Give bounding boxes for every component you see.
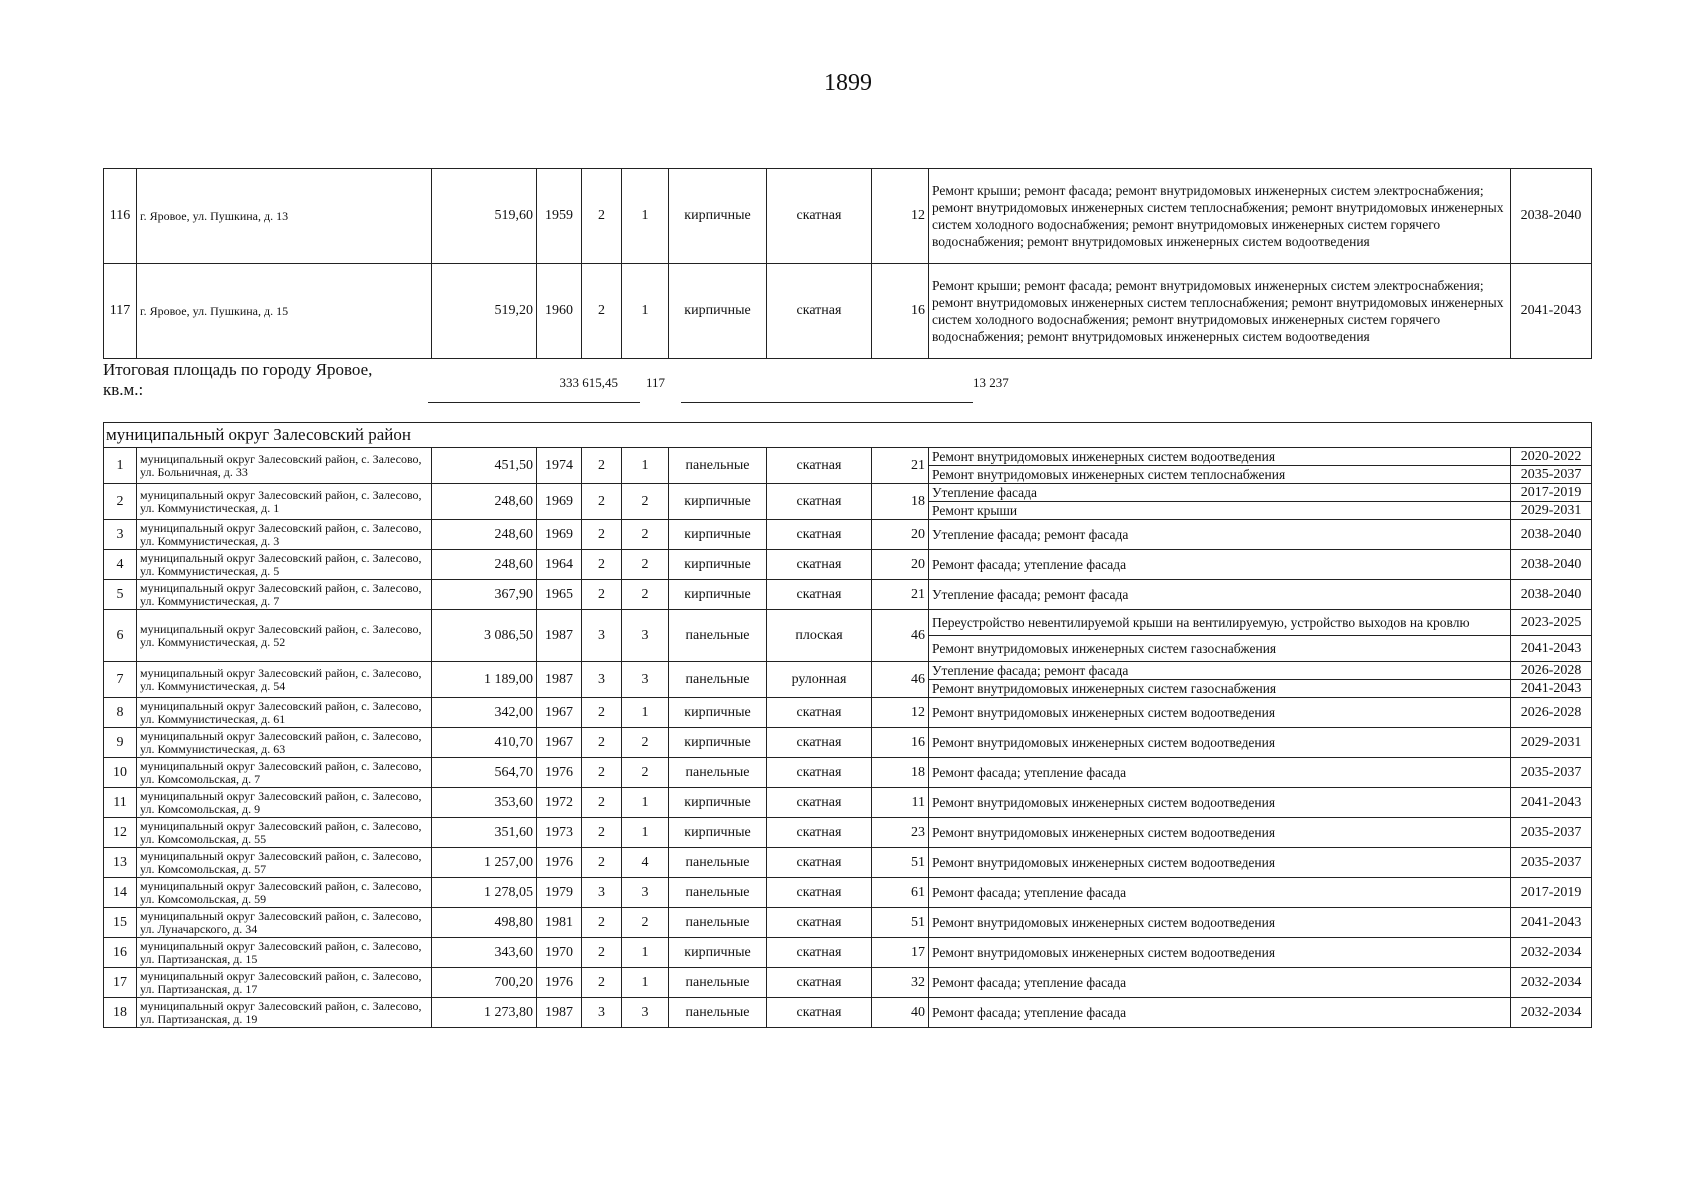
flats: 16 bbox=[872, 264, 929, 359]
flats: 18 bbox=[872, 758, 929, 788]
year: 1964 bbox=[537, 550, 582, 580]
floors: 2 bbox=[582, 968, 622, 998]
entrances: 2 bbox=[622, 550, 669, 580]
year: 1969 bbox=[537, 520, 582, 550]
floors: 2 bbox=[582, 169, 622, 264]
roof-type: скатная bbox=[767, 264, 872, 359]
row-number: 13 bbox=[104, 848, 137, 878]
period: 2041-2043 bbox=[1511, 908, 1592, 938]
flats: 12 bbox=[872, 169, 929, 264]
wall-material: кирпичные bbox=[669, 484, 767, 520]
area: 248,60 bbox=[432, 520, 537, 550]
roof-type: скатная bbox=[767, 698, 872, 728]
floors: 2 bbox=[582, 484, 622, 520]
entrances: 1 bbox=[622, 788, 669, 818]
works: Ремонт внутридомовых инженерных систем водоотведения bbox=[929, 818, 1511, 848]
period: 2023-2025 bbox=[1511, 610, 1592, 636]
period: 2017-2019 bbox=[1511, 878, 1592, 908]
works: Ремонт внутридомовых инженерных систем газоснабжения bbox=[929, 636, 1511, 662]
wall-material: панельные bbox=[669, 968, 767, 998]
address: муниципальный округ Залесовский район, с. Залесово, ул. Коммунистическая, д. 5 bbox=[137, 550, 432, 580]
table-row bbox=[104, 938, 1592, 968]
city-total bbox=[103, 360, 1591, 410]
year: 1987 bbox=[537, 662, 582, 698]
flats: 12 bbox=[872, 698, 929, 728]
wall-material: кирпичные bbox=[669, 728, 767, 758]
row-number: 11 bbox=[104, 788, 137, 818]
period: 2029-2031 bbox=[1511, 502, 1592, 520]
works: Ремонт фасада; утепление фасада bbox=[929, 758, 1511, 788]
row-number: 15 bbox=[104, 908, 137, 938]
works: Ремонт фасада; утепление фасада bbox=[929, 998, 1511, 1028]
wall-material: панельные bbox=[669, 908, 767, 938]
roof-type: скатная bbox=[767, 550, 872, 580]
flats: 40 bbox=[872, 998, 929, 1028]
flats: 21 bbox=[872, 448, 929, 484]
area: 342,00 bbox=[432, 698, 537, 728]
year: 1967 bbox=[537, 728, 582, 758]
area: 564,70 bbox=[432, 758, 537, 788]
year: 1976 bbox=[537, 758, 582, 788]
address: г. Яровое, ул. Пушкина, д. 15 bbox=[137, 264, 432, 359]
works: Утепление фасада bbox=[929, 484, 1511, 502]
row-number: 2 bbox=[104, 484, 137, 520]
address: муниципальный округ Залесовский район, с. Залесово, ул. Коммунистическая, д. 63 bbox=[137, 728, 432, 758]
works: Ремонт фасада; утепление фасада bbox=[929, 550, 1511, 580]
floors: 2 bbox=[582, 788, 622, 818]
area: 367,90 bbox=[432, 580, 537, 610]
table-row bbox=[104, 728, 1592, 758]
row-number: 6 bbox=[104, 610, 137, 662]
floors: 2 bbox=[582, 848, 622, 878]
address: муниципальный округ Залесовский район, с. Залесово, ул. Партизанская, д. 19 bbox=[137, 998, 432, 1028]
wall-material: кирпичные bbox=[669, 264, 767, 359]
roof-type: скатная bbox=[767, 998, 872, 1028]
address: г. Яровое, ул. Пушкина, д. 13 bbox=[137, 169, 432, 264]
roof-type: скатная bbox=[767, 728, 872, 758]
table-row bbox=[104, 550, 1592, 580]
address: муниципальный округ Залесовский район, с. Залесово, ул. Комсомольская, д. 57 bbox=[137, 848, 432, 878]
period: 2041-2043 bbox=[1511, 788, 1592, 818]
floors: 3 bbox=[582, 662, 622, 698]
top-table bbox=[103, 168, 1592, 359]
area: 519,60 bbox=[432, 169, 537, 264]
year: 1974 bbox=[537, 448, 582, 484]
page-number: 1899 bbox=[824, 70, 872, 96]
entrances: 2 bbox=[622, 758, 669, 788]
year: 1979 bbox=[537, 878, 582, 908]
floors: 3 bbox=[582, 878, 622, 908]
period: 2026-2028 bbox=[1511, 662, 1592, 680]
wall-material: кирпичные bbox=[669, 938, 767, 968]
roof-type: скатная bbox=[767, 758, 872, 788]
table-row bbox=[104, 908, 1592, 938]
entrances: 3 bbox=[622, 662, 669, 698]
entrances: 1 bbox=[622, 938, 669, 968]
table-row bbox=[104, 878, 1592, 908]
area: 1 278,05 bbox=[432, 878, 537, 908]
entrances: 2 bbox=[622, 728, 669, 758]
period: 2020-2022 bbox=[1511, 448, 1592, 466]
floors: 3 bbox=[582, 998, 622, 1028]
year: 1972 bbox=[537, 788, 582, 818]
table-row bbox=[104, 520, 1592, 550]
table-row bbox=[104, 169, 1592, 264]
entrances: 1 bbox=[622, 264, 669, 359]
period: 2035-2037 bbox=[1511, 848, 1592, 878]
section-title: муниципальный округ Залесовский район bbox=[104, 423, 1592, 448]
period: 2026-2028 bbox=[1511, 698, 1592, 728]
wall-material: кирпичные bbox=[669, 580, 767, 610]
works: Ремонт внутридомовых инженерных систем водоотведения bbox=[929, 938, 1511, 968]
works: Ремонт внутридомовых инженерных систем водоотведения bbox=[929, 908, 1511, 938]
row-number: 12 bbox=[104, 818, 137, 848]
wall-material: кирпичные bbox=[669, 169, 767, 264]
roof-type: скатная bbox=[767, 878, 872, 908]
roof-type: скатная bbox=[767, 520, 872, 550]
wall-material: панельные bbox=[669, 878, 767, 908]
floors: 2 bbox=[582, 758, 622, 788]
flats: 17 bbox=[872, 938, 929, 968]
period: 2032-2034 bbox=[1511, 938, 1592, 968]
address: муниципальный округ Залесовский район, с. Залесово, ул. Комсомольская, д. 55 bbox=[137, 818, 432, 848]
roof-type: скатная bbox=[767, 448, 872, 484]
row-number: 10 bbox=[104, 758, 137, 788]
year: 1967 bbox=[537, 698, 582, 728]
period: 2038-2040 bbox=[1511, 550, 1592, 580]
flats: 51 bbox=[872, 908, 929, 938]
address: муниципальный округ Залесовский район, с. Залесово, ул. Луначарского, д. 34 bbox=[137, 908, 432, 938]
works: Ремонт крыши bbox=[929, 502, 1511, 520]
wall-material: кирпичные bbox=[669, 550, 767, 580]
roof-type: скатная bbox=[767, 788, 872, 818]
period: 2038-2040 bbox=[1511, 169, 1592, 264]
flats: 23 bbox=[872, 818, 929, 848]
works: Ремонт внутридомовых инженерных систем водоотведения bbox=[929, 848, 1511, 878]
entrances: 1 bbox=[622, 818, 669, 848]
period: 2041-2043 bbox=[1511, 636, 1592, 662]
wall-material: панельные bbox=[669, 848, 767, 878]
entrances: 2 bbox=[622, 484, 669, 520]
table-row bbox=[104, 264, 1592, 359]
area: 248,60 bbox=[432, 550, 537, 580]
table-row bbox=[104, 610, 1592, 636]
works: Ремонт крыши; ремонт фасада; ремонт внутридомовых инженерных систем электроснабжения; ремонт внутридомовых инженерных систем теплоснабжения; ремонт внутридомовых инженерных систем холодного водоснабжения; ремонт внутридомовых инженерных систем горячего водоснабжения; ремонт внутридомовых инженерных систем водоотведения bbox=[929, 264, 1511, 359]
flats: 61 bbox=[872, 878, 929, 908]
row-number: 117 bbox=[104, 264, 137, 359]
row-number: 4 bbox=[104, 550, 137, 580]
period: 2017-2019 bbox=[1511, 484, 1592, 502]
period: 2038-2040 bbox=[1511, 580, 1592, 610]
address: муниципальный округ Залесовский район, с. Залесово, ул. Партизанская, д. 17 bbox=[137, 968, 432, 998]
row-number: 1 bbox=[104, 448, 137, 484]
total-count: 117 bbox=[646, 375, 666, 390]
roof-type: скатная bbox=[767, 908, 872, 938]
works: Утепление фасада; ремонт фасада bbox=[929, 662, 1511, 680]
wall-material: панельные bbox=[669, 448, 767, 484]
area: 3 086,50 bbox=[432, 610, 537, 662]
works: Ремонт фасада; утепление фасада bbox=[929, 968, 1511, 998]
row-number: 3 bbox=[104, 520, 137, 550]
wall-material: кирпичные bbox=[669, 788, 767, 818]
floors: 2 bbox=[582, 698, 622, 728]
divider bbox=[681, 402, 973, 403]
year: 1970 bbox=[537, 938, 582, 968]
flats: 21 bbox=[872, 580, 929, 610]
flats: 46 bbox=[872, 610, 929, 662]
year: 1959 bbox=[537, 169, 582, 264]
roof-type: скатная bbox=[767, 968, 872, 998]
roof-type: скатная bbox=[767, 580, 872, 610]
table-row bbox=[104, 484, 1592, 502]
year: 1987 bbox=[537, 610, 582, 662]
address: муниципальный округ Залесовский район, с. Залесово, ул. Коммунистическая, д. 54 bbox=[137, 662, 432, 698]
works: Переустройство невентилируемой крыши на вентилируемую, устройство выходов на кровлю bbox=[929, 610, 1511, 636]
area: 353,60 bbox=[432, 788, 537, 818]
row-number: 8 bbox=[104, 698, 137, 728]
table-row bbox=[104, 848, 1592, 878]
flats: 11 bbox=[872, 788, 929, 818]
year: 1981 bbox=[537, 908, 582, 938]
period: 2041-2043 bbox=[1511, 680, 1592, 698]
entrances: 2 bbox=[622, 520, 669, 550]
row-number: 9 bbox=[104, 728, 137, 758]
period: 2035-2037 bbox=[1511, 466, 1592, 484]
floors: 2 bbox=[582, 938, 622, 968]
year: 1973 bbox=[537, 818, 582, 848]
period: 2035-2037 bbox=[1511, 818, 1592, 848]
flats: 32 bbox=[872, 968, 929, 998]
area: 1 273,80 bbox=[432, 998, 537, 1028]
works: Ремонт внутридомовых инженерных систем водоотведения bbox=[929, 728, 1511, 758]
area: 343,60 bbox=[432, 938, 537, 968]
table-row bbox=[104, 698, 1592, 728]
entrances: 2 bbox=[622, 580, 669, 610]
wall-material: панельные bbox=[669, 610, 767, 662]
flats: 18 bbox=[872, 484, 929, 520]
works: Ремонт внутридомовых инженерных систем теплоснабжения bbox=[929, 466, 1511, 484]
period: 2038-2040 bbox=[1511, 520, 1592, 550]
entrances: 2 bbox=[622, 908, 669, 938]
year: 1976 bbox=[537, 968, 582, 998]
roof-type: скатная bbox=[767, 848, 872, 878]
floors: 2 bbox=[582, 448, 622, 484]
total-area: 333 615,45 bbox=[559, 375, 618, 390]
address: муниципальный округ Залесовский район, с. Залесово, ул. Коммунистическая, д. 1 bbox=[137, 484, 432, 520]
works: Ремонт крыши; ремонт фасада; ремонт внутридомовых инженерных систем электроснабжения; ремонт внутридомовых инженерных систем теплоснабжения; ремонт внутридомовых инженерных систем холодного водоснабжения; ремонт внутридомовых инженерных систем горячего водоснабжения; ремонт внутридомовых инженерных систем водоотведения bbox=[929, 169, 1511, 264]
table-row bbox=[104, 580, 1592, 610]
row-number: 16 bbox=[104, 938, 137, 968]
table-row bbox=[104, 968, 1592, 998]
entrances: 1 bbox=[622, 698, 669, 728]
year: 1960 bbox=[537, 264, 582, 359]
period: 2032-2034 bbox=[1511, 968, 1592, 998]
roof-type: скатная bbox=[767, 169, 872, 264]
floors: 2 bbox=[582, 818, 622, 848]
year: 1987 bbox=[537, 998, 582, 1028]
entrances: 1 bbox=[622, 968, 669, 998]
address: муниципальный округ Залесовский район, с. Залесово, ул. Комсомольская, д. 9 bbox=[137, 788, 432, 818]
works: Утепление фасада; ремонт фасада bbox=[929, 520, 1511, 550]
floors: 2 bbox=[582, 264, 622, 359]
roof-type: плоская bbox=[767, 610, 872, 662]
area: 1 189,00 bbox=[432, 662, 537, 698]
address: муниципальный округ Залесовский район, с. Залесово, ул. Коммунистическая, д. 61 bbox=[137, 698, 432, 728]
flats: 20 bbox=[872, 520, 929, 550]
address: муниципальный округ Залесовский район, с. Залесово, ул. Больничная, д. 33 bbox=[137, 448, 432, 484]
period: 2029-2031 bbox=[1511, 728, 1592, 758]
address: муниципальный округ Залесовский район, с. Залесово, ул. Коммунистическая, д. 3 bbox=[137, 520, 432, 550]
table-row bbox=[104, 818, 1592, 848]
works: Ремонт фасада; утепление фасада bbox=[929, 878, 1511, 908]
row-number: 5 bbox=[104, 580, 137, 610]
period: 2032-2034 bbox=[1511, 998, 1592, 1028]
address: муниципальный округ Залесовский район, с. Залесово, ул. Комсомольская, д. 7 bbox=[137, 758, 432, 788]
floors: 3 bbox=[582, 610, 622, 662]
entrances: 3 bbox=[622, 998, 669, 1028]
table-row bbox=[104, 998, 1592, 1028]
flats: 46 bbox=[872, 662, 929, 698]
floors: 2 bbox=[582, 580, 622, 610]
wall-material: кирпичные bbox=[669, 698, 767, 728]
roof-type: скатная bbox=[767, 818, 872, 848]
period: 2035-2037 bbox=[1511, 758, 1592, 788]
wall-material: кирпичные bbox=[669, 818, 767, 848]
row-number: 17 bbox=[104, 968, 137, 998]
area: 700,20 bbox=[432, 968, 537, 998]
period: 2041-2043 bbox=[1511, 264, 1592, 359]
year: 1976 bbox=[537, 848, 582, 878]
row-number: 18 bbox=[104, 998, 137, 1028]
row-number: 14 bbox=[104, 878, 137, 908]
district-table bbox=[103, 422, 1592, 1028]
address: муниципальный округ Залесовский район, с. Залесово, ул. Коммунистическая, д. 7 bbox=[137, 580, 432, 610]
works: Утепление фасада; ремонт фасада bbox=[929, 580, 1511, 610]
entrances: 3 bbox=[622, 878, 669, 908]
works: Ремонт внутридомовых инженерных систем газоснабжения bbox=[929, 680, 1511, 698]
year: 1965 bbox=[537, 580, 582, 610]
entrances: 3 bbox=[622, 610, 669, 662]
wall-material: панельные bbox=[669, 998, 767, 1028]
area: 498,80 bbox=[432, 908, 537, 938]
flats: 16 bbox=[872, 728, 929, 758]
entrances: 1 bbox=[622, 448, 669, 484]
roof-type: рулонная bbox=[767, 662, 872, 698]
area: 451,50 bbox=[432, 448, 537, 484]
table-row bbox=[104, 662, 1592, 680]
address: муниципальный округ Залесовский район, с. Залесово, ул. Комсомольская, д. 59 bbox=[137, 878, 432, 908]
divider bbox=[428, 402, 640, 403]
floors: 2 bbox=[582, 728, 622, 758]
area: 248,60 bbox=[432, 484, 537, 520]
floors: 2 bbox=[582, 520, 622, 550]
table-row bbox=[104, 448, 1592, 466]
area: 1 257,00 bbox=[432, 848, 537, 878]
flats: 51 bbox=[872, 848, 929, 878]
area: 351,60 bbox=[432, 818, 537, 848]
wall-material: кирпичные bbox=[669, 520, 767, 550]
row-number: 116 bbox=[104, 169, 137, 264]
year: 1969 bbox=[537, 484, 582, 520]
works: Ремонт внутридомовых инженерных систем водоотведения bbox=[929, 448, 1511, 466]
row-number: 7 bbox=[104, 662, 137, 698]
flats: 20 bbox=[872, 550, 929, 580]
roof-type: скатная bbox=[767, 484, 872, 520]
table-row bbox=[104, 788, 1592, 818]
total-flats: 13 237 bbox=[973, 375, 1009, 390]
roof-type: скатная bbox=[767, 938, 872, 968]
total-label: Итоговая площадь по городу Яровое, кв.м.: bbox=[103, 360, 373, 399]
wall-material: панельные bbox=[669, 662, 767, 698]
entrances: 1 bbox=[622, 169, 669, 264]
address: муниципальный округ Залесовский район, с. Залесово, ул. Коммунистическая, д. 52 bbox=[137, 610, 432, 662]
table-row bbox=[104, 758, 1592, 788]
works: Ремонт внутридомовых инженерных систем водоотведения bbox=[929, 788, 1511, 818]
works: Ремонт внутридомовых инженерных систем водоотведения bbox=[929, 698, 1511, 728]
area: 519,20 bbox=[432, 264, 537, 359]
floors: 2 bbox=[582, 908, 622, 938]
wall-material: панельные bbox=[669, 758, 767, 788]
area: 410,70 bbox=[432, 728, 537, 758]
floors: 2 bbox=[582, 550, 622, 580]
address: муниципальный округ Залесовский район, с. Залесово, ул. Партизанская, д. 15 bbox=[137, 938, 432, 968]
entrances: 4 bbox=[622, 848, 669, 878]
